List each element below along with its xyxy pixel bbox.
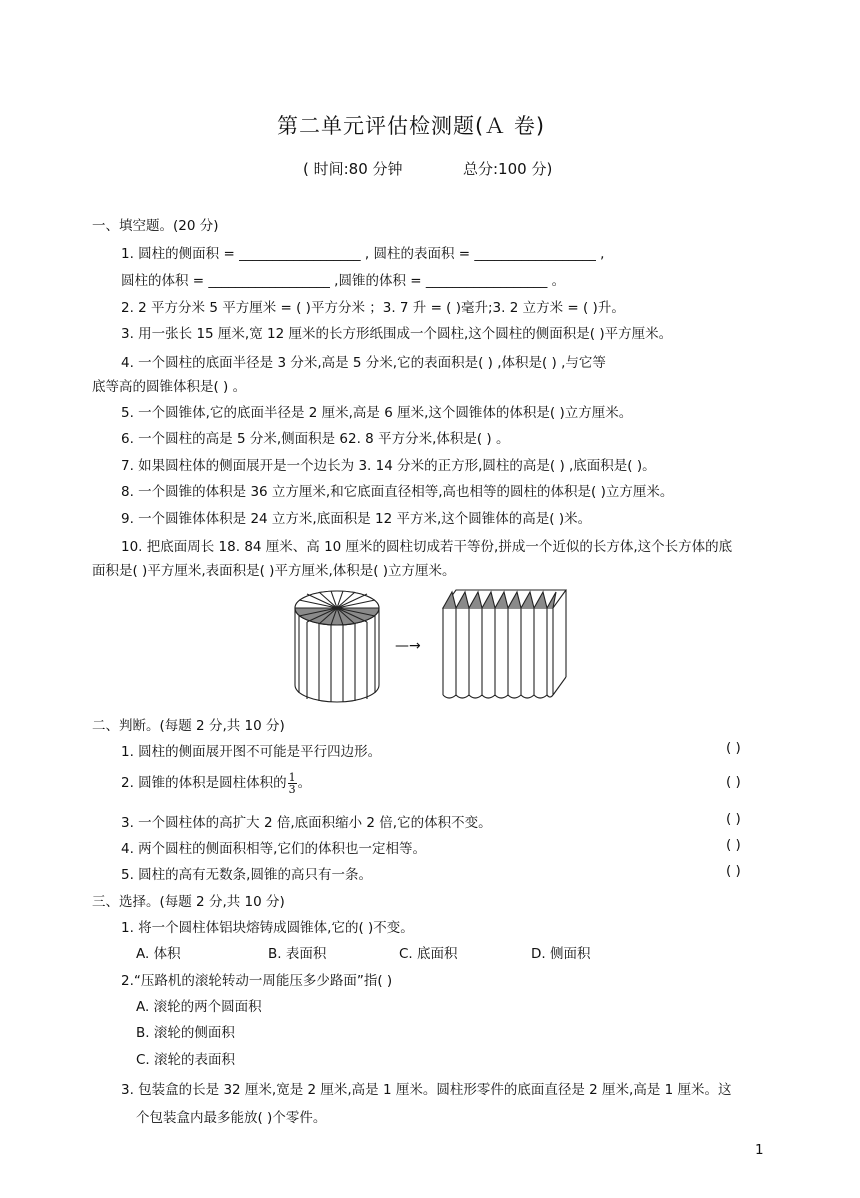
s2-q2	[121, 770, 311, 796]
s3-q2-option-b: B. 滚轮的侧面积	[136, 1025, 235, 1041]
s1-q10-line1: 10. 把底面周长 18. 84 厘米、高 10 厘米的圆柱切成若干等份,拼成一个近似的长方体,这个长方体的底	[121, 539, 733, 555]
cylinder-to-cuboid-figure	[290, 582, 575, 711]
section1-heading: 一、填空题。(20 分)	[92, 218, 219, 234]
s1-q2: 2. 2 平方分米 5 平方厘米 = ( )平方分米 ；3. 7 升 = ( )毫升;3. 2 立方米 = ( )升。	[121, 300, 625, 316]
s2-q4-answer-paren: ( )	[726, 837, 741, 853]
s1-q4-line2: 底等高的圆锥体积是( ) 。	[92, 379, 247, 395]
s3-q1-option-c: C. 底面积	[399, 946, 458, 962]
cylinder-diagram	[290, 582, 575, 707]
s1-q4-line1: 4. 一个圆柱的底面半径是 3 分米,高是 5 分米,它的表面积是( ) ,体积是( ) ,与它等	[121, 355, 606, 371]
s3-q1-option-d: D. 侧面积	[531, 946, 591, 962]
time-info: ( 时间:80 分钟	[303, 160, 403, 178]
section2-heading: 二、判断。(每题 2 分,共 10 分)	[92, 718, 285, 734]
s3-q1: 1. 将一个圆柱体铝块熔铸成圆锥体,它的( )不变。	[121, 920, 414, 936]
page-title: 第二单元评估检测题(Ａ 卷)	[277, 114, 546, 138]
s3-q2-option-a: A. 滚轮的两个圆面积	[136, 999, 262, 1015]
s1-q7: 7. 如果圆柱体的侧面展开是一个边长为 3. 14 分米的正方形,圆柱的高是( ) ,底面积是( )。	[121, 458, 656, 474]
s1-q9: 9. 一个圆锥体体积是 24 立方米,底面积是 12 平方米,这个圆锥体的高是( )米。	[121, 511, 592, 527]
one-third-fraction: $\frac{1}{3}$	[288, 770, 296, 796]
score-info: 总分:100 分)	[463, 160, 553, 178]
s1-q3: 3. 用一张长 15 厘米,宽 12 厘米的长方形纸围成一个圆柱,这个圆柱的侧面积是( )平方厘米。	[121, 326, 673, 342]
s2-q2-prefix: 2. 圆锥的体积是圆柱体积的	[121, 775, 287, 791]
s2-q3: 3. 一个圆柱体的高扩大 2 倍,底面积缩小 2 倍,它的体积不变。	[121, 815, 492, 831]
page-number: 1	[755, 1142, 764, 1158]
section3-heading: 三、选择。(每题 2 分,共 10 分)	[92, 894, 285, 910]
s1-q1-line1: 1. 圆柱的侧面积 = __________________ , 圆柱的表面积 = __________________ ,	[121, 246, 605, 262]
s2-q1: 1. 圆柱的侧面展开图不可能是平行四边形。	[121, 744, 382, 760]
s1-q10-line2: 面积是( )平方厘米,表面积是( )平方厘米,体积是( )立方厘米。	[92, 563, 456, 579]
s2-q3-answer-paren: ( )	[726, 811, 741, 827]
s2-q5: 5. 圆柱的高有无数条,圆锥的高只有一条。	[121, 867, 372, 883]
s1-q6: 6. 一个圆柱的高是 5 分米,侧面积是 62. 8 平方分米,体积是( ) 。	[121, 431, 510, 447]
s3-q3-line1: 3. 包装盒的长是 32 厘米,宽是 2 厘米,高是 1 厘米。圆柱形零件的底面直径是 2 厘米,高是 1 厘米。这	[121, 1082, 732, 1098]
s2-q1-answer-paren: ( )	[726, 740, 741, 756]
s2-q4: 4. 两个圆柱的侧面积相等,它们的体积也一定相等。	[121, 841, 426, 857]
arrow-icon: —→	[395, 638, 421, 654]
s3-q1-option-b: B. 表面积	[268, 946, 327, 962]
s2-q2-suffix: 。	[297, 775, 312, 791]
s3-q1-option-a: A. 体积	[136, 946, 181, 962]
s2-q5-answer-paren: ( )	[726, 863, 741, 879]
s1-q5: 5. 一个圆锥体,它的底面半径是 2 厘米,高是 6 厘米,这个圆锥体的体积是( )立方厘米。	[121, 405, 633, 421]
s3-q2: 2.“压路机的滚轮转动一周能压多少路面”指( )	[121, 973, 393, 989]
s3-q2-option-c: C. 滚轮的表面积	[136, 1052, 236, 1068]
s1-q8: 8. 一个圆锥的体积是 36 立方厘米,和它底面直径相等,高也相等的圆柱的体积是( )立方厘米。	[121, 484, 674, 500]
s3-q3-line2: 个包装盒内最多能放( )个零件。	[136, 1110, 327, 1126]
s1-q1-line2: 圆柱的体积 = __________________ ,圆锥的体积 = __________________ 。	[121, 273, 566, 289]
s2-q2-answer-paren: ( )	[726, 774, 741, 790]
